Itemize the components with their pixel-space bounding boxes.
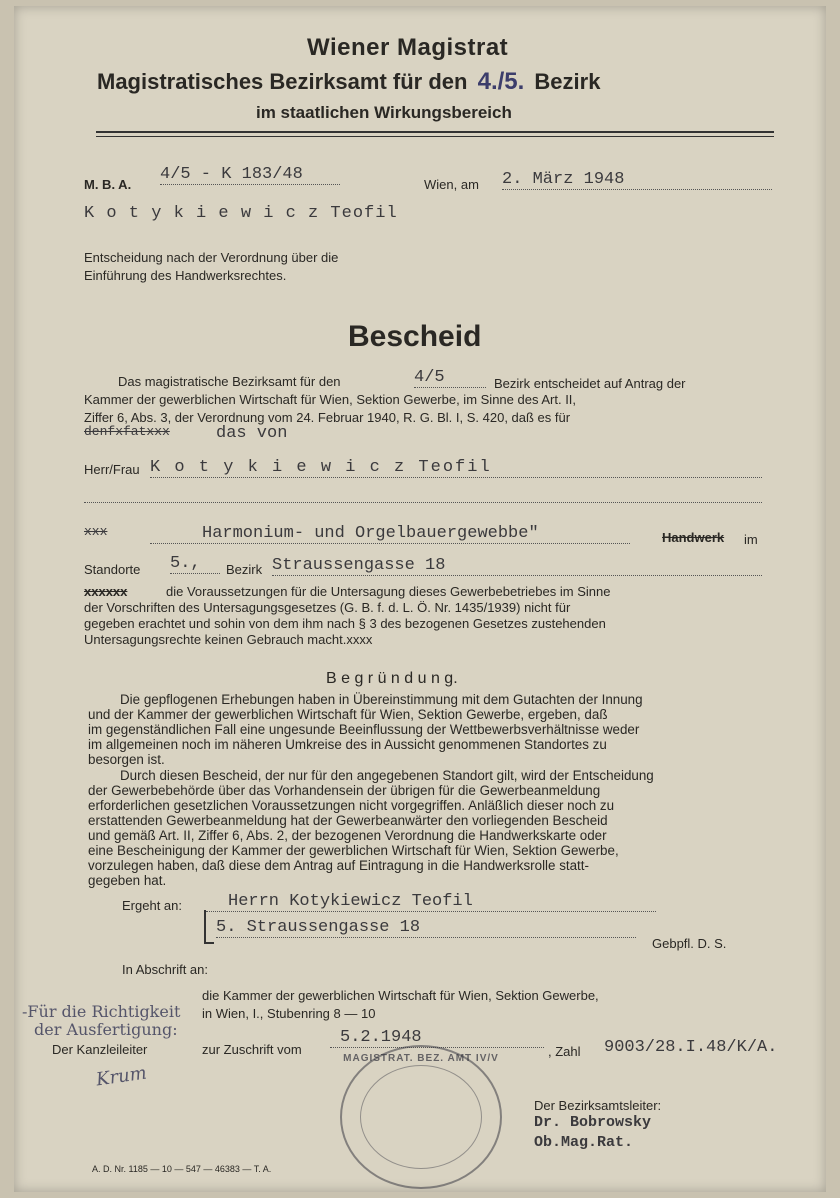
seal-inner-ring	[360, 1065, 482, 1169]
reasoning-p2-line: eine Bescheinigung der Kammer der gewerblichen Wirtschaft für Wien, Sektion Gewerbe,	[88, 843, 619, 858]
trade-im: im	[744, 532, 758, 547]
reasoning-p2-line: erstattenden Gewerbeanmeldung hat der Gewerbeanwärter den vorliegenden Bescheid	[88, 813, 608, 828]
zuschrift-label: zur Zuschrift vom	[202, 1042, 302, 1057]
reasoning-p2-line: der Gewerbebehörde über das Vorhandensein der übrigen für die Gewerbeanmeldung	[88, 783, 601, 798]
header-line-2	[97, 68, 600, 96]
decision-line-1-post: Bezirk entscheidet auf Antrag der	[494, 376, 686, 391]
reasoning-paragraph-2	[88, 768, 754, 888]
official-seal	[340, 1045, 502, 1189]
trade-struck: xxx	[84, 524, 108, 539]
decision-line-3: Ziffer 6, Abs. 3, der Verordnung vom 24. Februar 1940, R. G. Bl. I, S. 420, daß es für	[84, 410, 571, 425]
subject-line-2: Einführung des Handwerksrechtes.	[84, 268, 287, 283]
reasoning-p2-line: erforderlichen gesetzlichen Voraussetzungen nicht vorgegriffen. Anläßlich dieser noch zu	[88, 798, 615, 813]
recipients-label: Ergeht an:	[122, 898, 182, 913]
reasoning-p2-line: gegeben hat.	[88, 873, 167, 888]
zuschrift-date: 5.2.1948	[330, 1028, 544, 1048]
decision-body-2: der Vorschriften des Untersagungsgesetzes (G. B. f. d. L. Ö. Nr. 1435/1939) nicht für	[84, 600, 571, 615]
recipient-name-top: K o t y k i e w i c z Teofil	[84, 204, 398, 223]
decision-line-1-pre: Das magistratische Bezirksamt für den	[118, 374, 341, 389]
herr-name: K o t y k i e w i c z Teofil	[150, 458, 762, 478]
standort-district: 5.,	[170, 554, 220, 574]
subject-line-1: Entscheidung nach der Verordnung über die	[84, 250, 339, 265]
fee-note: Gebpfl. D. S.	[652, 936, 727, 951]
blank-line	[84, 492, 762, 503]
mba-label: M. B. A.	[84, 177, 132, 192]
decision-district: 4/5	[414, 368, 486, 388]
form-number: A. D. Nr. 1185 — 10 — 547 — 46383 — T. A.	[92, 1164, 272, 1174]
reasoning-p1-line: Die gepflogenen Erhebungen haben in Übereinstimmung mit dem Gutachten der Innung	[120, 692, 643, 707]
body-struck: xxxxxx	[84, 584, 128, 599]
reasoning-p2-line: vorzulegen haben, daß diese dem Antrag auf Eintragung in die Handwerksrolle statt-	[88, 858, 589, 873]
header-line-3: im staatlichen Wirkungsbereich	[256, 103, 512, 122]
correctness-text-1: Für die Richtigkeit	[27, 1002, 181, 1021]
reasoning-title: B e g r ü n d u n g.	[326, 670, 458, 687]
header-line-2-post: Bezirk	[534, 69, 601, 94]
zahl-value: 9003/28.I.48/K/A.	[604, 1038, 778, 1057]
place-label: Wien, am	[424, 177, 479, 192]
reasoning-p2-line: Durch diesen Bescheid, der nur für den angegebenen Standort gilt, wird der Entscheidung	[120, 768, 654, 783]
recipient-name: Herrn Kotykiewicz Teofil	[206, 892, 656, 912]
kanzleileiter-label: Der Kanzleileiter	[52, 1042, 148, 1057]
reasoning-p1-line: im gegenständlichen Fall eine ungesunde Beeinflussung der Wettbewerbsverhältnisse weder	[88, 722, 640, 737]
decision-line-4: das von	[216, 424, 288, 443]
reasoning-p1-line: und der Kammer der gewerblichen Wirtschaft für Wien, Sektion Gewerbe, ergeben, daß	[88, 707, 608, 722]
struck-text: denfxfatxxx	[84, 424, 170, 439]
decision-body-1: die Voraussetzungen für die Untersagung dieses Gewerbebetriebes im Sinne	[166, 584, 611, 599]
copy-label: In Abschrift an:	[122, 962, 208, 977]
correctness-line-2: der Ausfertigung:	[34, 1020, 178, 1039]
reasoning-p1-line: im allgemeinen noch im näheren Umkreise des in Aussicht genommenen Standortes zu	[88, 737, 607, 752]
seal-text: MAGISTRAT. BEZ. AMT IV/V	[343, 1053, 499, 1064]
decision-body-4: Untersagungsrechte keinen Gebrauch macht.xxxx	[84, 632, 373, 647]
leiter-name: Dr. Bobrowsky	[534, 1114, 652, 1131]
copy-line-1: die Kammer der gewerblichen Wirtschaft für Wien, Sektion Gewerbe,	[202, 988, 599, 1003]
standort-bezirk: Bezirk	[226, 562, 263, 577]
header-rule	[96, 131, 774, 133]
decision-line-2: Kammer der gewerblichen Wirtschaft für Wien, Sektion Gewerbe, im Sinne des Art. II,	[84, 392, 577, 407]
reasoning-p2-line: und gemäß Art. II, Ziffer 6, Abs. 2, der bezogenen Verordnung die Handwerkskarte oder	[88, 828, 607, 843]
standort-label: Standorte	[84, 562, 141, 577]
dash: -	[22, 1002, 28, 1021]
header-rule-thin	[96, 136, 774, 137]
document-date: 2. März 1948	[502, 170, 772, 190]
standort-street: Straussengasse 18	[272, 556, 762, 576]
header-line-1: Wiener Magistrat	[307, 34, 509, 61]
correctness-line-1	[22, 1002, 180, 1021]
herr-label: Herr/Frau	[84, 462, 140, 477]
decision-body-3: gegeben erachtet und sohin von dem ihm nach § 3 des bezogenen Gesetzes zustehenden	[84, 616, 606, 631]
signature: Krum	[94, 1062, 148, 1091]
trade-struck-2: Handwerk	[662, 530, 725, 545]
mba-number: 4/5 - K 183/48	[160, 165, 340, 185]
page-title: Bescheid	[348, 320, 482, 353]
trade-name: Harmonium- und Orgelbauergewebbe"	[150, 524, 630, 544]
leiter-label: Der Bezirksamtsleiter:	[534, 1098, 662, 1113]
reasoning-paragraph-1	[88, 692, 754, 767]
header-district: 4./5.	[477, 68, 525, 95]
leiter-title: Ob.Mag.Rat.	[534, 1134, 634, 1151]
reasoning-p1-line: besorgen ist.	[88, 752, 165, 767]
zahl-label: , Zahl	[548, 1044, 581, 1059]
header-line-2-pre: Magistratisches Bezirksamt für den	[97, 69, 468, 94]
recipient-address: 5. Straussengasse 18	[216, 918, 636, 938]
copy-line-2: in Wien, I., Stubenring 8 — 10	[202, 1006, 376, 1021]
address-bracket	[204, 910, 214, 944]
